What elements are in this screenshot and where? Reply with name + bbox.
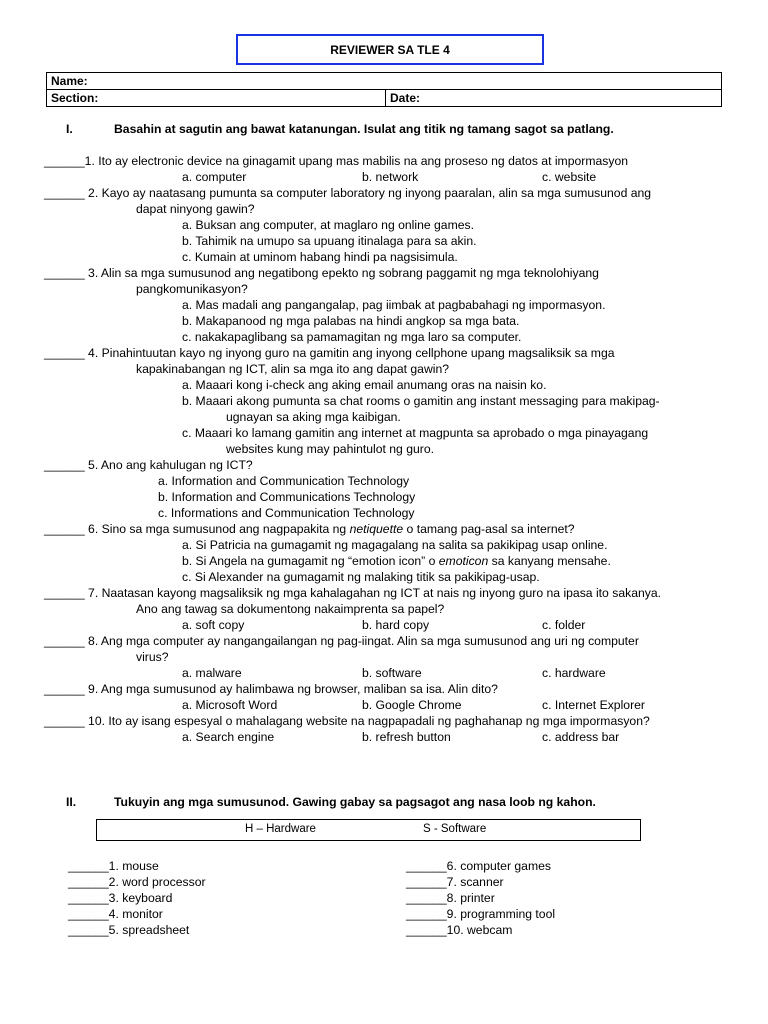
item-10: ______10. webcam <box>406 923 513 937</box>
q4-stem-cont: kapakinabangan ng ICT, alin sa mga ito ang dapat gawin? <box>136 362 450 376</box>
q8-choice-c: c. hardware <box>542 666 606 680</box>
q2-stem: ______ 2. Kayo ay naatasang pumunta sa computer laboratory ng inyong paaralan, alin sa mga sumusunod ang <box>44 186 652 200</box>
q6-choice-b-post: sa kanyang mensahe. <box>488 554 611 568</box>
q7-stem-cont: Ano ang tawag sa dokumentong nakaimprenta sa papel? <box>136 602 445 616</box>
name-field[interactable] <box>47 73 722 90</box>
q9-choice-b: b. Google Chrome <box>362 698 462 712</box>
q4-choice-a: a. Maaari kong i-check ang aking email anumang oras na naisin ko. <box>182 378 547 392</box>
q2-stem-cont: dapat ninyong gawin? <box>136 202 255 216</box>
item-6: ______6. computer games <box>406 859 551 873</box>
legend-box <box>96 819 641 841</box>
q1-choice-a: a. computer <box>182 170 247 184</box>
date-label: Date: <box>390 90 421 105</box>
item-8: ______8. printer <box>406 891 495 905</box>
q4-choice-c: c. Maaari ko lamang gamitin ang internet at magpunta sa aprobado o mga pinayagang <box>182 426 649 440</box>
q8-choice-a: a. malware <box>182 666 242 680</box>
q6-choice-b-em: emoticon <box>438 554 489 568</box>
q9-stem: ______ 9. Ang mga sumusunod ay halimbawa ng browser, maliban sa isa. Alin dito? <box>44 682 498 696</box>
q10-choice-c: c. address bar <box>542 730 620 744</box>
part2-number: II. <box>66 795 77 809</box>
item-5: ______5. spreadsheet <box>68 923 190 937</box>
legend-hardware: H – Hardware <box>245 823 316 835</box>
part2-instruction: Tukuyin ang mga sumusunod. Gawing gabay sa pagsagot ang nasa loob ng kahon. <box>114 795 596 809</box>
q7-choice-b: b. hard copy <box>362 618 430 632</box>
q6-choice-a: a. Si Patricia na gumagamit ng magagalang na salita sa pakikipag usap online. <box>182 538 608 552</box>
legend-software: S - Software <box>423 823 487 835</box>
q7-choice-c: c. folder <box>542 618 586 632</box>
q2-choice-b: b. Tahimik na umupo sa upuang itinalaga para sa akin. <box>182 234 477 248</box>
q3-stem-cont: pangkomunikasyon? <box>136 282 248 296</box>
q5-choice-c: c. Informations and Communication Technology <box>158 506 415 520</box>
q6-stem-em: netiquette <box>349 522 404 536</box>
q9-choice-a: a. Microsoft Word <box>182 698 278 712</box>
q3-choice-c: c. nakakapaglibang sa pamamagitan ng mga laro sa computer. <box>182 330 522 344</box>
q5-stem: ______ 5. Ano ang kahulugan ng ICT? <box>44 458 253 472</box>
q2-choice-a: a. Buksan ang computer, at maglaro ng online games. <box>182 218 474 232</box>
item-2: ______2. word processor <box>68 875 206 889</box>
q5-choice-b: b. Information and Communications Technology <box>158 490 416 504</box>
q8-choice-b: b. software <box>362 666 422 680</box>
q3-stem: ______ 3. Alin sa mga sumusunod ang negatibong epekto ng sobrang paggamit ng mga teknolohiyang <box>44 266 599 280</box>
q10-stem: ______ 10. Ito ay isang espesyal o mahalagang website na nagpapadali ng paghahanap ng mga impormasyon? <box>44 714 650 728</box>
q3-choice-a: a. Mas madali ang pangangalap, pag iimbak at pagbabahagi ng impormasyon. <box>182 298 606 312</box>
q9-choice-c: c. Internet Explorer <box>542 698 645 712</box>
q7-choice-a: a. soft copy <box>182 618 245 632</box>
q4-stem: ______ 4. Pinahintuutan kayo ng inyong guro na gamitin ang inyong cellphone upang magsaliksik sa mga <box>44 346 615 360</box>
q6-choice-c: c. Si Alexander na gumagamit ng malaking titik sa pakikipag-usap. <box>182 570 540 584</box>
q6-stem <box>44 522 575 537</box>
date-field[interactable] <box>386 90 722 107</box>
part1-instruction: Basahin at sagutin ang bawat katanungan. Isulat ang titik ng tamang sagot sa patlang. <box>114 122 614 136</box>
q6-choice-b <box>182 554 611 569</box>
q4-choice-c-cont: websites kung may pahintulot ng guro. <box>226 442 434 456</box>
section-label: Section: <box>51 90 99 105</box>
q1-stem: ______1. Ito ay electronic device na ginagamit upang mas mabilis na ang proseso ng datos at impormasyon <box>44 154 628 168</box>
q5-choice-a: a. Information and Communication Technology <box>158 474 410 488</box>
q3-choice-b: b. Makapanood ng mga palabas na hindi angkop sa mga bata. <box>182 314 520 328</box>
q10-choice-b: b. refresh button <box>362 730 451 744</box>
q8-stem-cont: virus? <box>136 650 169 664</box>
section-field[interactable] <box>47 90 386 107</box>
q8-stem: ______ 8. Ang mga computer ay nangangailangan ng pag-iingat. Alin sa mga sumusunod ang uri ng computer <box>44 634 639 648</box>
name-label: Name: <box>51 73 88 88</box>
q1-choice-c: c. website <box>542 170 597 184</box>
q6-choice-b-pre: b. Si Angela na gumagamit ng “emotion icon” o <box>182 554 439 568</box>
q4-choice-b: b. Maaari akong pumunta sa chat rooms o gamitin ang instant messaging para makipag- <box>182 394 660 408</box>
item-3: ______3. keyboard <box>68 891 173 905</box>
q2-choice-c: c. Kumain at uminom habang hindi pa nagsisimula. <box>182 250 458 264</box>
q1-choice-b: b. network <box>362 170 419 184</box>
q4-choice-b-cont: ugnayan sa aking mga kaibigan. <box>226 410 401 424</box>
q10-choice-a: a. Search engine <box>182 730 275 744</box>
q7-stem: ______ 7. Naatasan kayong magsaliksik ng mga kahalagahan ng ICT at nais ng inyong guro na ipasa ito sakanya. <box>44 586 662 600</box>
item-1: ______1. mouse <box>68 859 159 873</box>
page-title: REVIEWER SA TLE 4 <box>330 42 450 57</box>
student-info-table <box>46 72 722 107</box>
title-box <box>236 34 544 65</box>
q6-stem-post: o tamang pag-asal sa internet? <box>403 522 575 536</box>
item-9: ______9. programming tool <box>406 907 556 921</box>
q6-stem-pre: ______ 6. Sino sa mga sumusunod ang nagpapakita ng <box>44 522 350 536</box>
part1-number: I. <box>66 122 73 136</box>
item-4: ______4. monitor <box>68 907 163 921</box>
item-7: ______7. scanner <box>406 875 504 889</box>
